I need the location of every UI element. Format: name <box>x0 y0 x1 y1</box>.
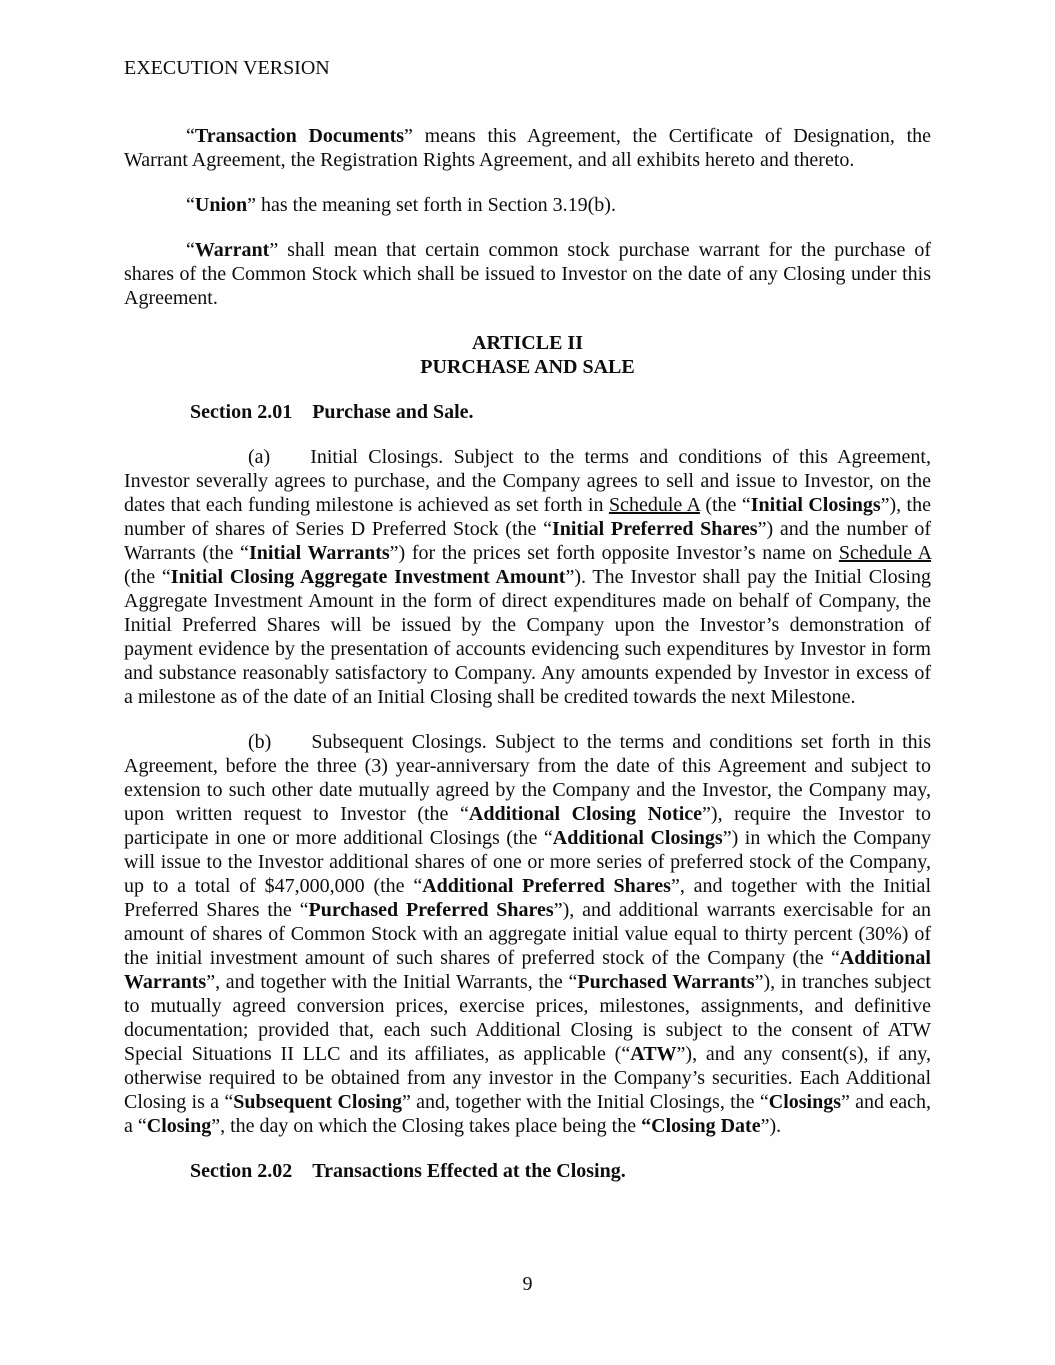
text-run: ” has the meaning set forth in Section 3.19(b). <box>247 194 616 216</box>
text-run: (b) <box>248 731 272 753</box>
text-run: “Closing Date <box>641 1115 761 1137</box>
section-2-02-heading <box>124 1159 931 1183</box>
text-run: ”). The Investor shall pay the Initial Closing Aggregate Investment Amount in the form of direct expenditures made on behalf of Company, the Initial Preferred Shares will be issued by the Company upon the Investor’s demonstration of payment evidence by the presentation of accounts evidencing such expenditures by Investor in form and substance reasonably satisfactory to Company. Any amounts expended by Investor in excess of a milestone as of the date of an Initial Closing shall be credited towards the next Milestone. <box>124 566 931 708</box>
text-run: Additional Closing Notice <box>468 803 703 825</box>
text-run: ” and, together with the Initial Closings, the “ <box>401 1091 769 1113</box>
text-run: Subsequent Closing <box>233 1091 402 1113</box>
text-run: ”) for the prices set forth opposite Investor’s name on <box>389 542 839 564</box>
text-run: Initial Closings <box>750 494 881 516</box>
text-run: Closing <box>146 1115 212 1137</box>
article-ii-heading <box>124 331 931 379</box>
text-run: ” and each, a “ <box>124 1091 931 1137</box>
text-run: ”), and any consent(s), if any, otherwise required to be obtained from any investor in the Company’s securities. Each Additional Closing is a “ <box>124 1043 931 1113</box>
text-run: (a) <box>248 446 271 468</box>
text-run: ”), in tranches subject to mutually agreed conversion prices, exercise prices, milestones, assignments, and definitive documentation; provided that, each such Additional Closing is subject to the consent of ATW Special Situations II LLC and its affiliates, as applicable (“ <box>124 971 931 1065</box>
text-run: ”) in which the Company will issue to the Investor additional shares of one or more series of preferred stock of the Company, up to a total of $47,000,000 (the “ <box>124 827 931 897</box>
text-run: ”, and together with the Initial Preferred Shares the “ <box>124 875 931 921</box>
text-run: Purchased Preferred Shares <box>308 899 554 921</box>
text-run: Additional Preferred Shares <box>422 875 671 897</box>
execution-version-header: EXECUTION VERSION <box>124 57 330 79</box>
text-run: Additional Warrants <box>124 947 931 993</box>
text-run: “ <box>186 125 195 147</box>
paragraph-clause-a-initial-closings <box>124 445 931 709</box>
text-run: Additional Closings <box>552 827 723 849</box>
text-run: Initial Preferred Shares <box>551 518 758 540</box>
text-run: ”), the number of shares of Series D Preferred Stock (the “ <box>124 494 931 540</box>
text-run: ”, the day on which the Closing takes place being the <box>211 1115 642 1137</box>
paragraph-clause-b-subsequent-closings <box>124 730 931 1138</box>
text-run: Transactions Effected at the Closing. <box>312 1160 626 1182</box>
text-run: ”). <box>760 1115 782 1137</box>
paragraph-definition-transaction-documents <box>124 124 931 172</box>
text-run: Purchased Warrants <box>577 971 755 993</box>
text-run: ”, and together with the Initial Warrants, the “ <box>206 971 578 993</box>
text-run: Initial Warrants <box>248 542 390 564</box>
text-run: Union <box>194 194 248 216</box>
text-run: ”) and the number of Warrants (the “ <box>124 518 931 564</box>
text-run: Initial Closing Aggregate Investment Amount <box>170 566 566 588</box>
page-number: 9 <box>522 1273 533 1295</box>
text-run: “ <box>186 194 195 216</box>
text-run: ATW <box>630 1043 677 1065</box>
text-run: Transaction Documents <box>194 125 405 147</box>
paragraph-definition-union <box>124 193 931 217</box>
text-run: Closings <box>768 1091 841 1113</box>
article-ii-heading-line2: PURCHASE AND SALE <box>420 356 635 378</box>
text-run: Subsequent Closings. Subject to the terms and conditions set forth in this Agreement, before the three (3) year-anniversary from the date of this Agreement and subject to extension to such other date mutually agreed by the Company and the Investor, the Company may, upon written request to Investor (the “ <box>124 731 931 825</box>
text-run: ” shall mean that certain common stock purchase warrant for the purchase of shares of the Common Stock which shall be issued to Investor on the date of any Closing under this Agreement. <box>124 239 931 309</box>
text-run: ”), and additional warrants exercisable for an amount of shares of Common Stock with an aggregate initial value equal to thirty percent (30%) of the initial investment amount of such shares of preferred stock of the Company (the “ <box>124 899 932 969</box>
text-run: Warrant <box>194 239 270 261</box>
text-run: Schedule A <box>608 494 700 516</box>
text-run: Section 2.01 <box>190 401 293 423</box>
text-run: (the “ <box>699 494 751 516</box>
text-run: Schedule A <box>838 542 932 564</box>
text-run: Purchase and Sale. <box>312 401 474 423</box>
article-ii-heading-line1: ARTICLE II <box>472 332 583 354</box>
text-run: Initial Closings. Subject to the terms and conditions of this Agreement, Investor severally agrees to purchase, and the Company agrees to sell and issue to Investor, on the dates that each funding milestone is achieved as set forth in <box>124 446 931 516</box>
text-run: Section 2.02 <box>190 1160 293 1182</box>
text-run: ”), require the Investor to participate in one or more additional Closings (the “ <box>124 803 931 849</box>
text-run: (the “ <box>124 566 171 588</box>
text-run: “ <box>186 239 195 261</box>
paragraph-definition-warrant <box>124 238 931 310</box>
section-2-01-heading <box>124 400 931 424</box>
text-run: ” means this Agreement, the Certificate of Designation, the Warrant Agreement, the Registration Rights Agreement, and all exhibits hereto and thereto. <box>124 125 932 171</box>
